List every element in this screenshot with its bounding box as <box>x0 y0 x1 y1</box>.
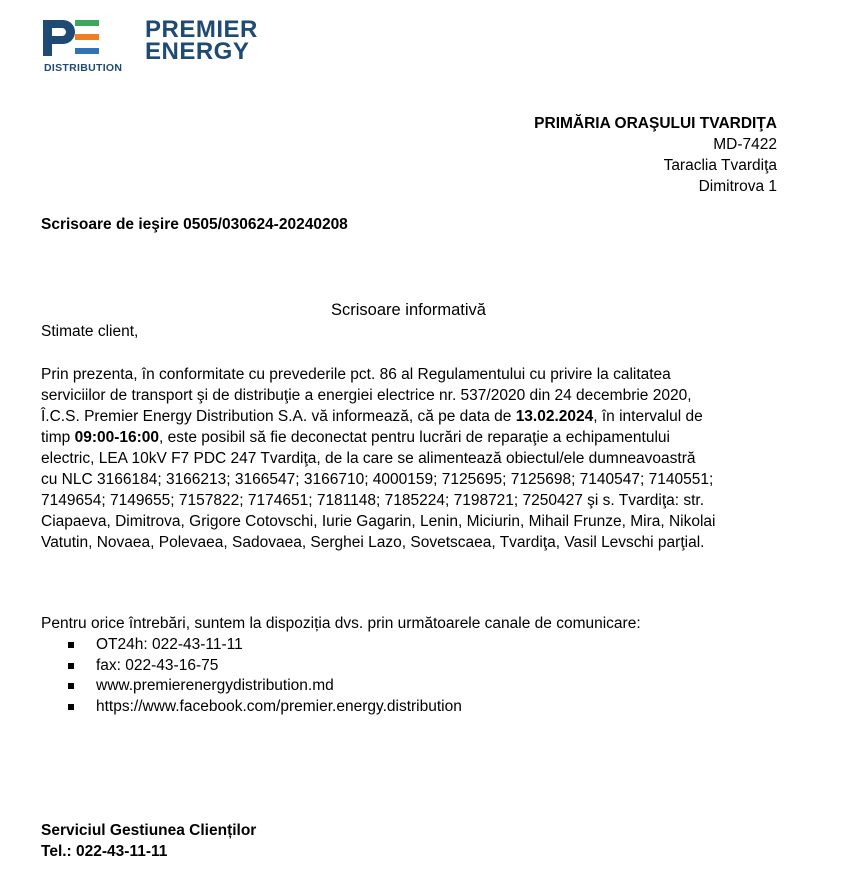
recipient-address <box>534 113 777 197</box>
body-line: timp 09:00-16:00, este posibil să fie deconectat pentru lucrări de reparaţie a echipamentului <box>41 429 670 446</box>
contact-item-phone: OT24h: 022-43-11-11 <box>68 635 462 656</box>
body-line: cu NLC 3166184; 3166213; 3166547; 3166710; 4000159; 7125695; 7125698; 7140547; 7140551; <box>41 471 714 488</box>
logo-brand-line1: PREMIER <box>145 16 258 43</box>
bullet-icon <box>68 642 74 648</box>
body-line: Ciapaeva, Dimitrova, Grigore Cotovschi, Iurie Gagarin, Lenin, Miciurin, Mihail Frunze, Mira, Nikolai <box>41 513 716 530</box>
signature-block <box>41 820 256 862</box>
body-line: Î.C.S. Premier Energy Distribution S.A. vă informează, că pe data de 13.02.2024, în intervalul de <box>41 408 703 425</box>
bullet-icon <box>68 704 74 710</box>
company-logo <box>41 18 281 74</box>
bullet-icon <box>68 683 74 689</box>
body-paragraph <box>41 364 781 553</box>
letter-reference: Scrisoare de ieşire 0505/030624-20240208 <box>41 216 348 233</box>
body-line: 7149654; 7149655; 7157822; 7174651; 7181148; 7185224; 7198721; 7250427 şi s. Tvardiţa: str. <box>41 492 705 509</box>
contact-intro: Pentru orice întrebări, suntem la dispoziția dvs. prin următoarele canale de comunicare: <box>41 615 641 632</box>
department-phone: Tel.: 022-43-11-11 <box>41 843 168 860</box>
contact-item-website[interactable]: www.premierenergydistribution.md <box>68 676 462 697</box>
contact-list <box>68 635 462 717</box>
outage-time: 09:00-16:00 <box>74 429 160 446</box>
greeting: Stimate client, <box>41 323 139 340</box>
department-name: Serviciul Gestiunea Clienților <box>41 822 257 839</box>
letter-title: Scrisoare informativă <box>331 301 486 319</box>
recipient-locality: Taraclia Tvardiţa <box>663 157 777 174</box>
logo-brand-line2: ENERGY <box>145 38 250 65</box>
body-line: Vatutin, Novaea, Polevaea, Sadovaea, Serghei Lazo, Sovetscaea, Tvardiţa, Vasil Levschi parţial. <box>41 534 705 551</box>
body-line: Prin prezenta, în conformitate cu prevederile pct. 86 al Regulamentului cu privire la calitatea <box>41 366 671 383</box>
recipient-postal: MD-7422 <box>713 136 777 153</box>
contact-item-fax: fax: 022-43-16-75 <box>68 656 462 677</box>
contact-item-facebook[interactable]: https://www.facebook.com/premier.energy.distribution <box>68 697 462 718</box>
logo-distribution-text: DISTRIBUTION <box>44 62 123 74</box>
recipient-street: Dimitrova 1 <box>698 178 777 195</box>
bullet-icon <box>68 663 74 669</box>
outage-date: 13.02.2024 <box>515 408 594 425</box>
body-line: electric, LEA 10kV F7 PDC 247 Tvardiţa, de la care se alimentează obiectul/ele dumneavoastră <box>41 450 696 467</box>
body-line: serviciilor de transport şi de distribuţie a energiei electrice nr. 537/2020 din 24 decembrie 2020, <box>41 387 692 404</box>
logo-pe-mark <box>41 18 101 58</box>
recipient-name: PRIMĂRIA ORAŞULUI TVARDIŢA <box>534 115 777 132</box>
